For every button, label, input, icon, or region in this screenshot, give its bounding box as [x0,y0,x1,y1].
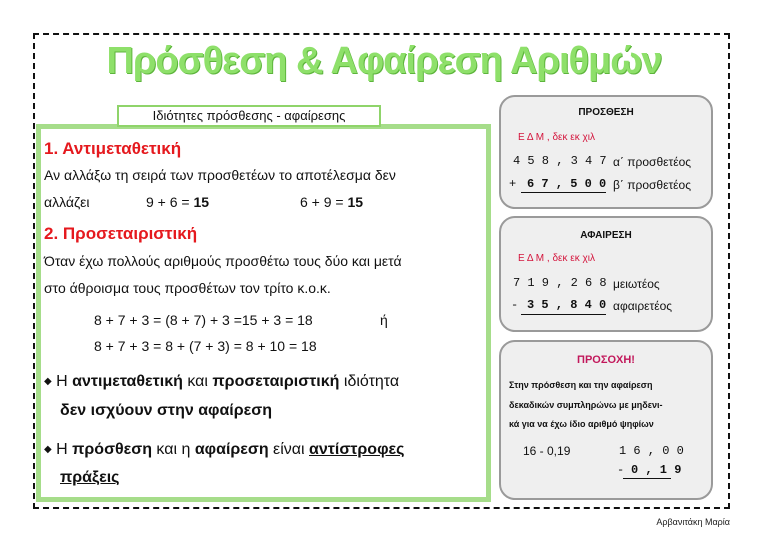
commutative-example-2: 6 + 9 = 15 [300,194,364,210]
subtraction-number-2: 3 5 , 8 4 0 [527,298,607,312]
subtraction-title: ΑΦΑΙΡΕΣΗ [580,230,632,241]
bullet-icon: ◆ [44,444,52,455]
addition-plus-sign: + [509,177,517,191]
subtraction-box [499,216,713,332]
attention-minus-sign: - [617,463,625,477]
bullet-inverse-line2: πράξεις [60,469,120,486]
heading-associative: 2. Προσεταιριστική [44,224,198,243]
attention-title: ΠΡΟΣΟΧΗ! [577,354,635,366]
attention-example: 16 - 0,19 [523,444,571,458]
attention-result-line [623,478,671,479]
subtraction-result-line [521,314,606,315]
subtraction-label-2: αφαιρετέος [613,299,673,313]
bullet-properties: ◆ Η αντιμεταθετική και προσεταιριστική ιδιότητα [44,373,400,390]
addition-sum-line [521,192,606,193]
associative-example-2: 8 + 7 + 3 = 8 + (7 + 3) = 8 + 10 = 18 [94,338,317,354]
author-credit: Αρβανιτάκη Μαρία [656,517,730,527]
or-word: ή [380,312,388,328]
page-title: Πρόσθεση & Αφαίρεση Αριθμών [106,40,662,82]
commutative-example-1: 9 + 6 = 15 [146,194,210,210]
attention-line-1: Στην πρόσθεση και την αφαίρεση [509,380,653,390]
subtraction-label-1: μειωτέος [613,277,660,291]
associative-example-1: 8 + 7 + 3 = (8 + 7) + 3 =15 + 3 = 18 [94,312,313,328]
attention-number-2: 0 , 1 9 [631,463,682,477]
bullet-inverse: ◆ Η πρόσθεση και η αφαίρεση είναι αντίστροφες [44,441,405,458]
commutative-text: Αν αλλάξω τη σειρά των προσθετέων το αποτέλεσμα δεν [44,167,396,183]
addition-number-1: 4 5 8 , 3 4 7 [513,154,607,168]
bullet-icon: ◆ [44,376,52,387]
addition-number-2: 6 7 , 5 0 0 [527,177,607,191]
addition-title: ΠΡΟΣΘΕΣΗ [578,107,634,118]
heading-commutative: 1. Αντιμεταθετική [44,139,182,158]
addition-label-2: β΄ προσθετέος [613,178,691,192]
commutative-word: αλλάζει [44,194,90,210]
attention-number-1: 1 6 , 0 0 [619,444,684,458]
addition-place-values: Ε Δ Μ , δεκ εκ χιλ [518,132,595,143]
bullet-properties-line2: δεν ισχύουν στην αφαίρεση [60,402,272,419]
addition-label-1: α΄ προσθετέος [613,155,692,169]
subtraction-place-values: Ε Δ Μ , δεκ εκ χιλ [518,253,595,264]
attention-line-3: κά για να έχω ίδιο αριθμό ψηφίων [509,419,654,429]
associative-text-line2: στο άθροισμα τους προσθέτων τον τρίτο κ.ο.κ. [44,280,331,296]
attention-box [499,340,713,500]
subtraction-minus-sign: - [511,298,519,312]
subtraction-number-1: 7 1 9 , 2 6 8 [513,276,607,290]
properties-tab: Ιδιότητες πρόσθεσης - αφαίρεσης [117,105,381,127]
addition-box [499,95,713,209]
attention-line-2: δεκαδικών συμπληρώνω με μηδενι- [509,400,663,410]
associative-text-line1: Όταν έχω πολλούς αριθμούς προσθέτω τους δύο και μετά [44,253,402,269]
